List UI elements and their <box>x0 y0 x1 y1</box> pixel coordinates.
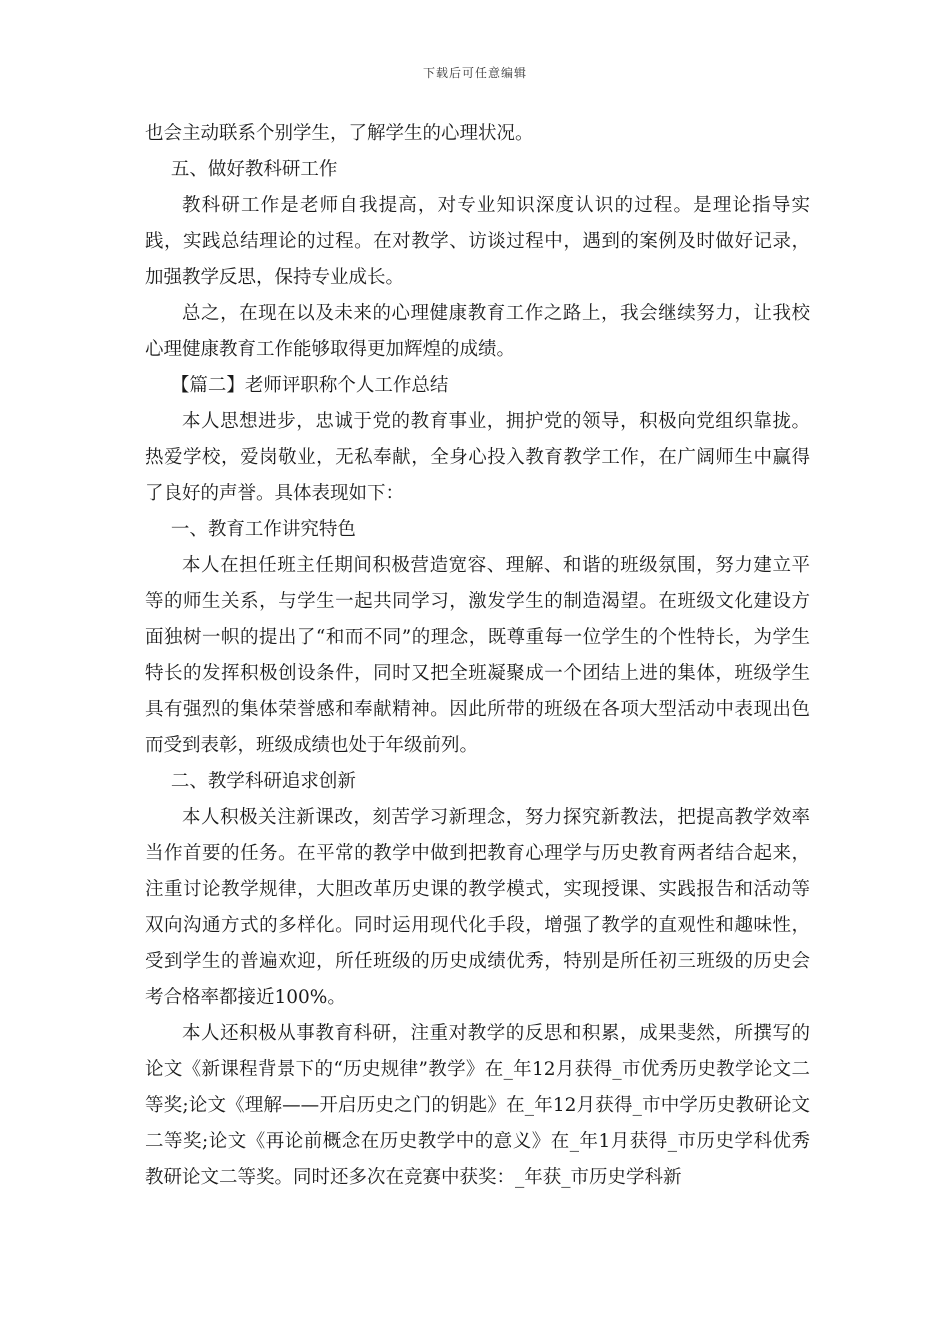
paragraph-continuation: 也会主动联系个别学生，了解学生的心理状况。 <box>145 123 534 144</box>
article-two-title: 【篇二】老师评职称个人工作总结 <box>170 375 449 396</box>
paragraph-research: 教科研工作是老师自我提高，对专业知识深度认识的过程。是理论指导实践，实践总结理论的过程。在对教学、访谈过程中，遇到的案例及时做好记录，加强教学反思，保持专业成长。 <box>145 195 810 288</box>
paragraph-conclusion: 总之，在现在以及未来的心理健康教育工作之路上，我会继续努力，让我校心理健康教育工作能够取得更加辉煌的成绩。 <box>145 303 810 360</box>
paragraph-class-teacher: 本人在担任班主任期间积极营造宽容、理解、和谐的班级氛围，努力建立平等的师生关系，与学生一起共同学习，激发学生的制造渴望。在班级文化建设方面独树一帜的提出了“和而不同”的理念，既尊重每一位学生的个性特长，为学生特长的发挥积极创设条件，同时又把全班凝聚成一个团结上进的集体，班级学生具有强烈的集体荣誉感和奉献精神。因此所带的班级在各项大型活动中表现出色而受到表彰，班级成绩也处于年级前列。 <box>145 555 810 756</box>
section-heading-one: 一、教育工作讲究特色 <box>170 519 356 540</box>
paragraph-intro: 本人思想进步，忠诚于党的教育事业，拥护党的领导，积极向党组织靠拢。热爱学校，爱岗敬业，无私奉献，全身心投入教育教学工作，在广阔师生中赢得了良好的声誉。具体表现如下： <box>145 411 810 504</box>
page-header: 下载后可任意编辑 <box>422 66 527 80</box>
paragraph-teaching: 本人积极关注新课改，刻苦学习新理念，努力探究新教法，把提高教学效率当作首要的任务。在平常的教学中做到把教育心理学与历史教育两者结合起来，注重讨论教学规律，大胆改革历史课的教学模式，实现授课、实践报告和活动等双向沟通方式的多样化。同时运用现代化手段，增强了教学的直观性和趣味性，受到学生的普遍欢迎，所任班级的历史成绩优秀，特别是所任初三班级的历史会考合格率都接近100%。 <box>145 807 810 1008</box>
section-heading-five: 五、做好教科研工作 <box>170 159 338 180</box>
document-body <box>145 116 810 1196</box>
paragraph-papers: 本人还积极从事教育科研，注重对教学的反思和积累，成果斐然，所撰写的论文《新课程背景下的“历史规律”教学》在_年12月获得_市优秀历史教学论文二等奖;论文《理解——开启历史之门的钥匙》在_年12月获得_市中学历史教研论文二等奖;论文《再论前概念在历史教学中的意义》在_年1月获得_市历史学科优秀教研论文二等奖。同时还多次在竞赛中获奖：_年获_市历史学科新 <box>145 1023 810 1188</box>
section-heading-two: 二、教学科研追求创新 <box>170 771 356 792</box>
